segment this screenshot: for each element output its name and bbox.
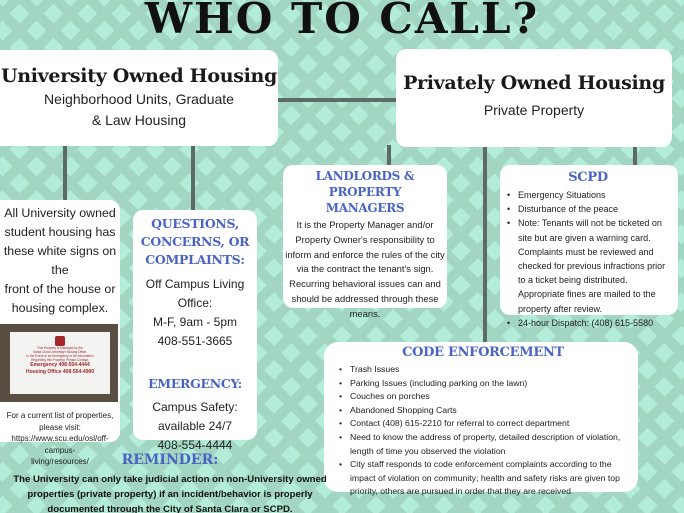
connector-horizontal [276, 98, 400, 102]
code-item: • Couches on porches [336, 390, 630, 404]
emergency-info [133, 398, 257, 455]
sign-plate: This Property is Managed by the Santa Clara University Housing Office. In the Event of an Emergency or for Information Regarding this Property, Please Contact: Emergency 408-554-4444 Housing Office 408-554-4900 [10, 332, 110, 394]
landlords-heading: LANDLORDS & PROPERTY MANAGERS [315, 169, 415, 215]
properties-link-cont[interactable]: living/resources/ [31, 457, 89, 466]
code-enforcement-list [336, 363, 630, 499]
scpd-item: • Emergency Situations [504, 188, 672, 202]
scpd-card [500, 165, 678, 328]
page-title: WHO TO CALL? [144, 0, 540, 43]
university-housing-subtitle-2: & Law Housing [91, 112, 187, 128]
questions-heading: QUESTIONS, CONCERNS, OR COMPLAINTS: [140, 216, 250, 267]
code-enforcement-heading: CODE ENFORCEMENT [402, 345, 564, 360]
private-housing-title: Privately Owned Housing [403, 72, 665, 94]
code-item: • Abandoned Shopping Carts [336, 404, 630, 418]
office-phone: 408-551-3665 [157, 334, 233, 348]
office-name: Off Campus Living Office: [145, 277, 245, 310]
university-logo-icon [55, 336, 65, 346]
scpd-item: • 24-hour Dispatch: (408) 615-5580 [504, 316, 672, 330]
properties-footer: For a current list of properties, please visit: https://www.scu.edu/osl/off-campus- living/resources/ [0, 410, 120, 468]
university-signs-card [0, 200, 120, 466]
university-sign-photo [0, 324, 118, 402]
private-housing-subtitle: Private Property [483, 102, 585, 118]
code-item: • Trash Issues [336, 363, 630, 377]
university-housing-card [0, 50, 278, 146]
landlords-card [283, 165, 447, 319]
scpd-list [504, 188, 672, 330]
emergency-phone: 408-554-4444 [157, 438, 233, 452]
university-housing-title: University Owned Housing [0, 65, 278, 87]
office-hours: M-F, 9am - 5pm [152, 315, 237, 329]
reminder-text: The University can only take judicial action on non-University owned properties (private property) if an incident/behavior is properly documented through the City of Santa Clara or SCPD. [13, 474, 327, 513]
emergency-name: Campus Safety: [152, 400, 238, 414]
connector-private-right [633, 145, 637, 167]
connector-university-left [63, 145, 67, 205]
code-item: • Contact (408) 615-2210 for referral to correct department [336, 417, 630, 431]
scpd-heading: SCPD [568, 170, 608, 185]
code-item: • Parking Issues (including parking on the lawn) [336, 377, 630, 391]
code-enforcement-card [324, 342, 638, 497]
connector-private-left [387, 145, 391, 165]
connector-private-center [483, 145, 487, 345]
private-housing-card [396, 49, 672, 147]
properties-link[interactable]: https://www.scu.edu/osl/off-campus- [11, 434, 109, 455]
reminder-heading: REMINDER: [121, 452, 219, 468]
emergency-availability: available 24/7 [157, 419, 233, 433]
office-info [133, 275, 257, 351]
scpd-item: • Note: Tenants will not be ticketed on site but are given a warning card. Complaints must be reviewed and checked for previous infractions prior to a ticket being distributed. Appropriate fines are mailed to the property after review. [504, 216, 672, 315]
questions-card [133, 210, 257, 452]
connector-university-right [191, 145, 195, 210]
scpd-item: • Disturbance of the peace [504, 202, 672, 216]
code-item: • City staff responds to code enforcement complaints according to the impact of violation on community; health and safety risks are given top priority, others are pursued in order that they are received [336, 458, 630, 499]
signs-text: All University owned student housing has these white signs on the front of the house or housing complex. [3, 206, 117, 315]
code-item: • Need to know the address of property, detailed description of violation, length of time you observed the violation [336, 431, 630, 458]
landlords-text: It is the Property Manager and/or Property Owner's responsibility to inform and enforce the rules of the city via the contract the tenant's sign. Recurring behavioral issues can and should be addressed through these means. [285, 219, 445, 319]
emergency-heading: EMERGENCY: [148, 376, 242, 391]
university-housing-subtitle-1: Neighborhood Units, Graduate [44, 91, 234, 107]
